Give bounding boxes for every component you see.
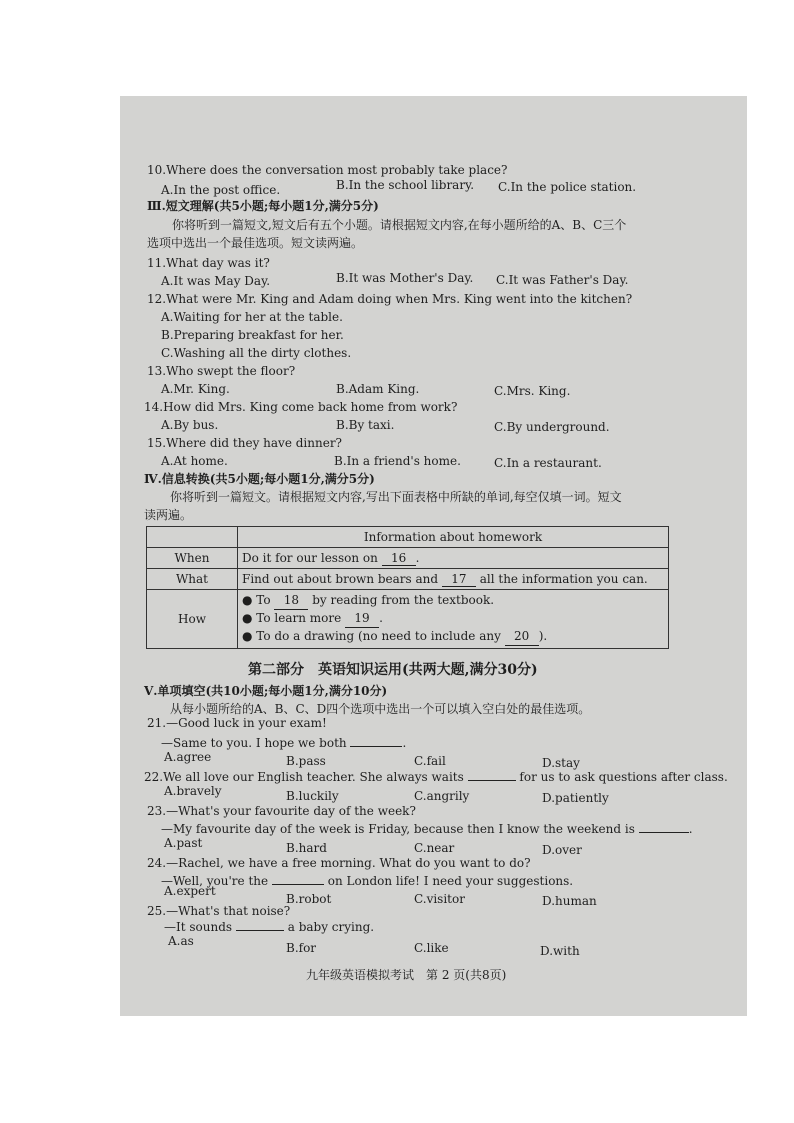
how-item-3: ● To do a drawing (no need to include any 20 ). [242, 628, 664, 646]
section-5-instructions: 从每小题所给的A、B、C、D四个选项中选出一个可以填入空白处的最佳选项。 [170, 702, 591, 716]
page-footer: 九年级英语模拟考试 第 2 页(共8页) [306, 968, 507, 982]
question-23-option-d: D.over [542, 843, 582, 857]
row-what-content [238, 569, 669, 590]
question-21-option-d: D.stay [542, 756, 580, 770]
question-15-option-a: A.At home. [161, 454, 228, 468]
question-23-line1: 23.—What's your favourite day of the week? [147, 804, 416, 818]
question-21-option-c: C.fail [414, 754, 446, 768]
question-22-option-a: A.bravely [164, 784, 222, 798]
question-25-option-c: C.like [414, 941, 449, 955]
question-15-option-c: C.In a restaurant. [494, 456, 602, 470]
table-caption: Information about homework [238, 527, 669, 548]
question-25-option-b: B.for [286, 941, 317, 955]
question-12-option-a: A.Waiting for her at the table. [161, 310, 343, 324]
question-11-option-b: B.It was Mother's Day. [336, 271, 474, 285]
question-24-line1: 24.—Rachel, we have a free morning. What do you want to do? [147, 856, 531, 870]
row-label-what: What [147, 569, 238, 590]
question-23-option-a: A.past [164, 836, 203, 850]
question-25-line1: 25.—What's that noise? [147, 904, 291, 918]
row-label-how: How [147, 590, 238, 649]
question-24-option-c: C.visitor [414, 892, 465, 906]
blank-20: 20 [505, 628, 539, 646]
exam-page [120, 96, 747, 1016]
question-14-stem: 14.How did Mrs. King come back home from work? [144, 400, 458, 414]
row-how-content [238, 590, 669, 649]
question-10-option-a: A.In the post office. [161, 183, 281, 197]
question-10-stem: 10.Where does the conversation most probably take place? [147, 163, 508, 177]
section-4-instructions-line1: 你将听到一篇短文。请根据短文内容,写出下面表格中所缺的单词,每空仅填一词。短文 [170, 490, 622, 504]
question-14-option-c: C.By underground. [494, 420, 610, 434]
section-4-title: Ⅳ.信息转换(共5小题;每小题1分,满分5分) [144, 472, 375, 486]
section-4-instructions-line2: 读两遍。 [144, 508, 193, 522]
what-text: Find out about brown bears and [242, 571, 439, 586]
question-10-option-b: B.In the school library. [336, 178, 475, 192]
when-text: Do it for our lesson on [242, 550, 378, 565]
question-21-line1: 21.—Good luck in your exam! [147, 716, 327, 730]
question-25-option-d: D.with [540, 944, 580, 958]
question-23-option-b: B.hard [286, 841, 327, 855]
question-10-option-c: C.In the police station. [498, 180, 637, 194]
question-15-option-b: B.In a friend's home. [334, 454, 461, 468]
question-21-line2: —Same to you. I hope we both . [161, 736, 407, 750]
blank-17: 17 [442, 572, 476, 587]
question-25-line2: —It sounds a baby crying. [164, 920, 375, 934]
question-23-line2: —My favourite day of the week is Friday, because then I know the weekend is . [161, 822, 693, 836]
section-3-instructions-line1: 你将听到一篇短文,短文后有五个小题。请根据短文内容,在每小题所给的A、B、C三个 [172, 218, 627, 232]
row-label-when: When [147, 548, 238, 569]
question-13-option-a: A.Mr. King. [161, 382, 230, 396]
question-15-stem: 15.Where did they have dinner? [147, 436, 342, 450]
question-21-option-a: A.agree [164, 750, 212, 764]
row-when-content: Do it for our lesson on 16 . [238, 548, 669, 569]
question-24-line2: —Well, you're the on London life! I need your suggestions. [161, 874, 574, 888]
question-23-option-c: C.near [414, 841, 455, 855]
question-12-option-b: B.Preparing breakfast for her. [161, 328, 344, 342]
section-3-title: Ⅲ.短文理解(共5小题;每小题1分,满分5分) [147, 199, 379, 213]
question-14-option-a: A.By bus. [161, 418, 219, 432]
question-14-option-b: B.By taxi. [336, 418, 395, 432]
blank-16: 16 [382, 551, 416, 566]
what-text-end: all the information you can. [479, 571, 648, 586]
homework-info-table [146, 526, 669, 649]
blank-19: 19 [345, 610, 379, 628]
question-24-option-d: D.human [542, 894, 597, 908]
question-13-option-b: B.Adam King. [336, 382, 420, 396]
question-24-option-b: B.robot [286, 892, 332, 906]
question-21-option-b: B.pass [286, 754, 326, 768]
section-5-title: Ⅴ.单项填空(共10小题;每小题1分,满分10分) [144, 684, 388, 698]
question-13-stem: 13.Who swept the floor? [147, 364, 296, 378]
question-13-option-c: C.Mrs. King. [494, 384, 571, 398]
question-12-stem: 12.What were Mr. King and Adam doing when Mrs. King went into the kitchen? [147, 292, 633, 306]
question-22-option-c: C.angrily [414, 789, 470, 803]
question-11-option-a: A.It was May Day. [161, 274, 271, 288]
question-25-option-a: A.as [168, 934, 194, 948]
question-24-option-a: A.expert [164, 884, 216, 898]
question-11-option-c: C.It was Father's Day. [496, 273, 629, 287]
question-12-option-c: C.Washing all the dirty clothes. [161, 346, 352, 360]
question-22-line1: 22.We all love our English teacher. She always waits for us to ask questions after class. [144, 770, 728, 784]
how-item-1: ● To 18 by reading from the textbook. [242, 592, 664, 610]
question-22-option-d: D.patiently [542, 791, 609, 805]
part-2-heading: 第二部分 英语知识运用(共两大题,满分30分) [248, 662, 538, 678]
section-3-instructions-line2: 选项中选出一个最佳选项。短文读两遍。 [147, 236, 364, 250]
blank-18: 18 [274, 592, 308, 610]
question-11-stem: 11.What day was it? [147, 256, 270, 270]
how-item-2: ● To learn more 19 . [242, 610, 664, 628]
question-22-option-b: B.luckily [286, 789, 339, 803]
